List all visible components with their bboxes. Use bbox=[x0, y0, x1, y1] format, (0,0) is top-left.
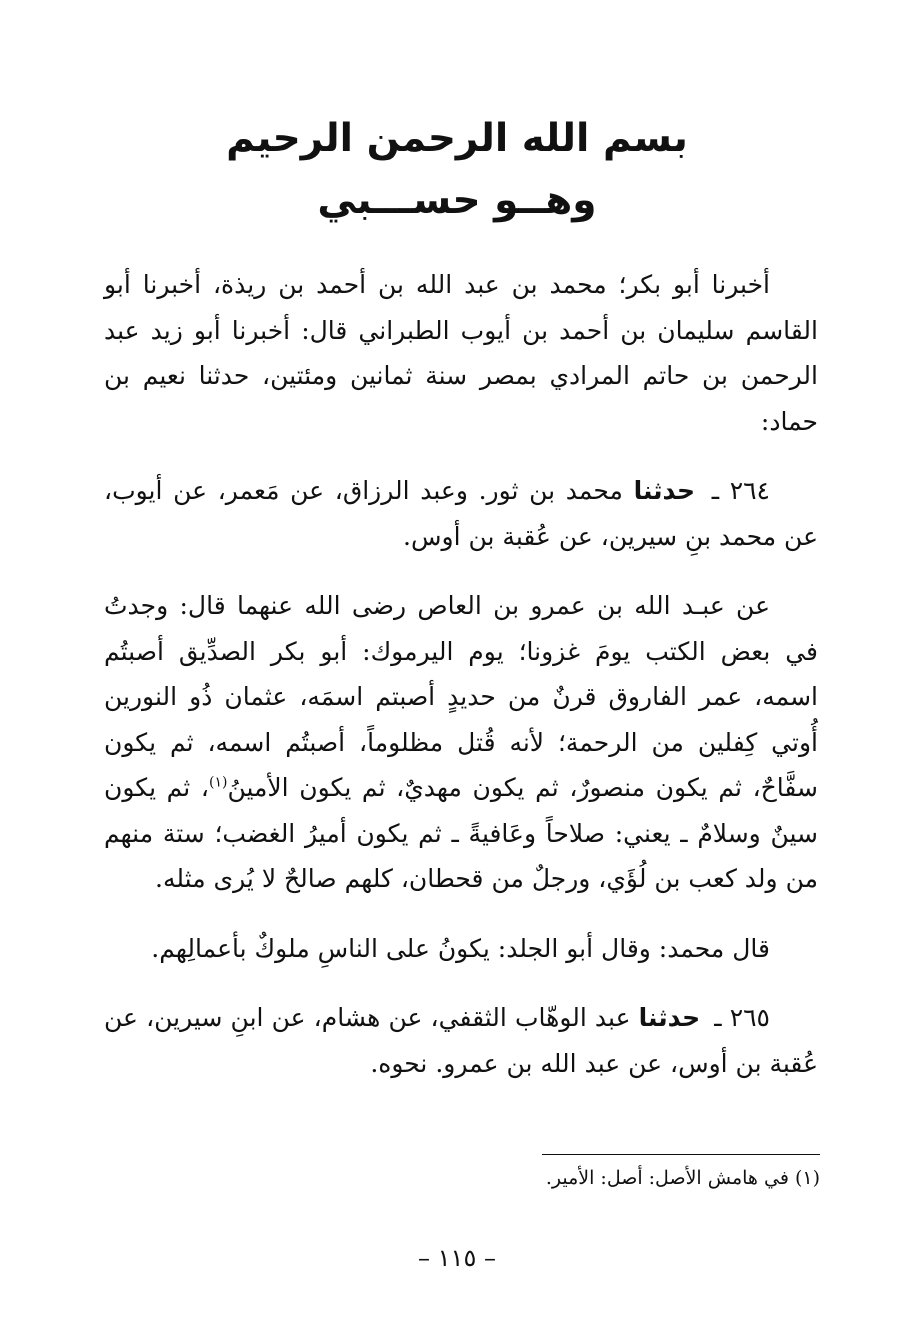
statement-paragraph: قال محمد: وقال أبو الجلد: يكونُ على الناسِ ملوكٌ بأعمالِهم. bbox=[151, 933, 770, 963]
hadith-lead-word: حدثنا bbox=[633, 476, 696, 505]
narration-paragraph bbox=[104, 583, 818, 902]
hadith-text: عبد الوهّاب الثقفي، عن هشام، عن ابنِ سيرين، عن عُقبة بن أوس، عن عبد الله بن عمرو. نحوه. bbox=[104, 1003, 818, 1078]
hadith-number: ٢٦٤ ـ bbox=[711, 476, 770, 505]
subheading: وهــو حســـبي bbox=[317, 178, 597, 223]
footnote-divider bbox=[542, 1154, 820, 1155]
hadith-265-paragraph bbox=[104, 995, 818, 1086]
footnote: (١) في هامش الأصل: أصل: الأمير. bbox=[545, 1167, 820, 1189]
footnote-reference: (١) bbox=[208, 774, 228, 791]
hadith-lead-word: حدثنا bbox=[638, 1003, 701, 1032]
page-number: – ١١٥ – bbox=[418, 1244, 496, 1272]
narration-text-part-2: ، ثم يكون سينٌ وسلامٌ ـ يعني: صلاحاً وعَافيةً ـ ثم يكون أميرُ الغضب؛ ستة منهم من ولد كعب بن لُؤَي، ورجلٌ من قحطان، كلهم صالحٌ لا يُرى مثله. bbox=[104, 773, 818, 893]
hadith-number: ٢٦٥ ـ bbox=[714, 1003, 770, 1032]
basmala-heading: بسم الله الرحمن الرحيم bbox=[226, 116, 688, 161]
main-text bbox=[104, 262, 818, 1110]
page-headings bbox=[0, 108, 914, 232]
isnad-paragraph: أخبرنا أبو بكر؛ محمد بن عبد الله بن أحمد بن ريذة، أخبرنا أبو القاسم سليمان بن أحمد بن أيوب الطبراني قال: أخبرنا أبو زيد عبد الرحمن بن حاتم المرادي بمصر سنة ثمانين ومئتين، حدثنا نعيم بن حماد: bbox=[104, 270, 818, 436]
hadith-264-paragraph bbox=[104, 468, 818, 559]
hadith-text: محمد بن ثور. وعبد الرزاق، عن مَعمر، عن أيوب، عن محمد بنِ سيرين، عن عُقبة بن أوس. bbox=[104, 476, 818, 551]
narration-text-part-1: عن عبـد الله بن عمرو بن العاص رضى الله عنهما قال: وجدتُ في بعض الكتب يومَ غزونا؛ يوم اليرموك: أبو بكر الصدِّيق أصبتُم اسمه، عمر الفاروق قرنٌ من حديدٍ أصبتم اسمَه، عثمان ذُو النورين أُوتي كِفلين من الرحمة؛ لأنه قُتل مظلوماً، أصبتُم اسمه، ثم يكون سفَّاحٌ، ثم يكون منصورٌ، ثم يكون مهديٌ، ثم يكون الأمينُ bbox=[104, 591, 818, 802]
